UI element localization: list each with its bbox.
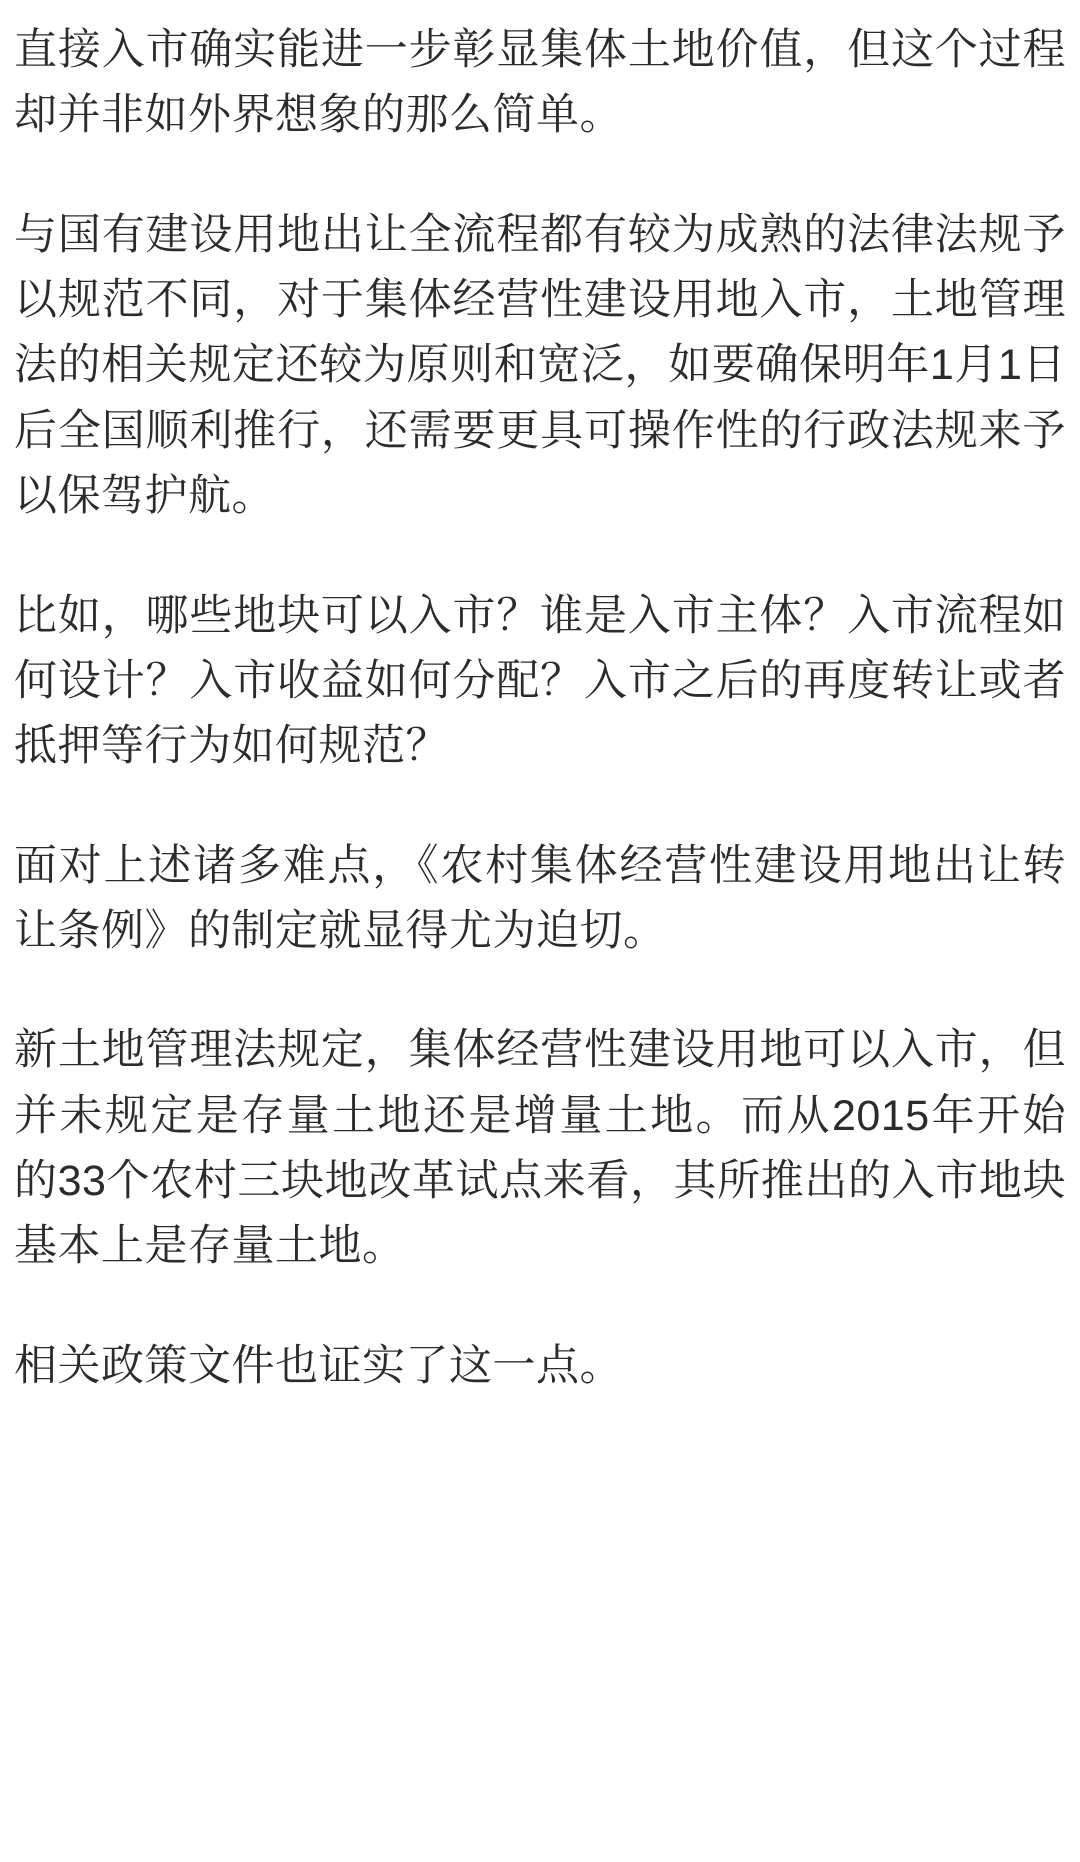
paragraph-2: 与国有建设用地出让全流程都有较为成熟的法律法规予以规范不同，对于集体经营性建设用地入市，土地管理法的相关规定还较为原则和宽泛，如要确保明年1月1日后全国顺利推行，还需要更具可操作性的行政法规来予以保驾护航。 (14, 210, 1066, 521)
paragraph-5: 新土地管理法规定，集体经营性建设用地可以入市，但并未规定是存量土地还是增量土地。而从2015年开始的33个农村三块地改革试点来看，其所推出的入市地块基本上是存量土地。 (14, 1026, 1066, 1271)
paragraph-6: 相关政策文件也证实了这一点。 (14, 1341, 623, 1390)
paragraph-3: 比如，哪些地块可以入市？谁是入市主体？入市流程如何设计？入市收益如何分配？入市之后的再度转让或者抵押等行为如何规范？ (14, 591, 1066, 771)
paragraph-1: 直接入市确实能进一步彰显集体土地价值，但这个过程却并非如外界想象的那么简单。 (14, 26, 1066, 140)
paragraph-4: 面对上述诸多难点，《农村集体经营性建设用地出让转让条例》的制定就显得尤为迫切。 (14, 841, 1066, 955)
